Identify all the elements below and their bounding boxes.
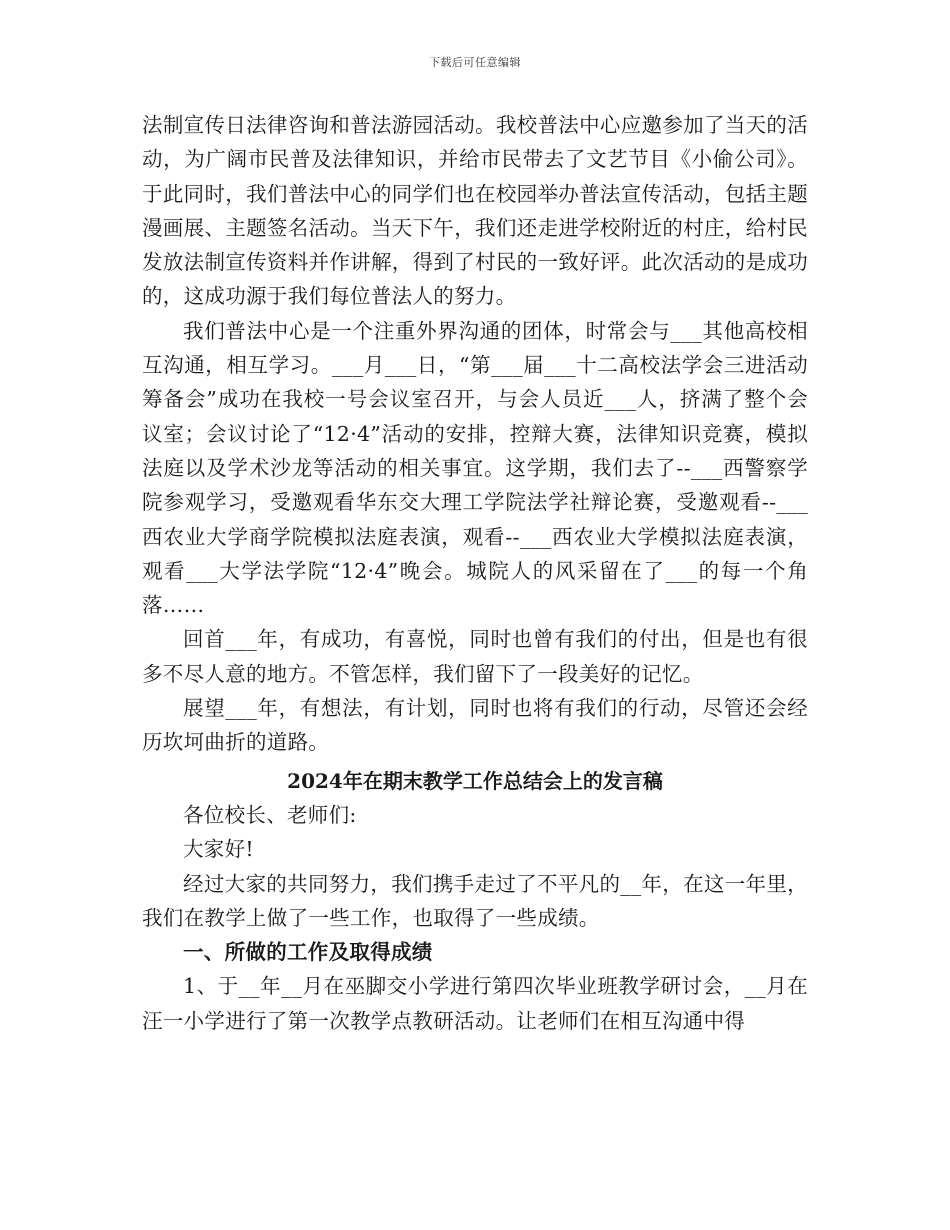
section-heading-1: 一、所做的工作及取得成绩 [183, 940, 433, 965]
document-title: 2024年在期末教学工作总结会上的发言稿 [287, 768, 663, 793]
paragraph-1: 法制宣传日法律咨询和普法游园活动。我校普法中心应邀参加了当天的活动，为广阔市民普及法律知识，并给市民带去了文艺节目《小偷公司》。于此同时，我们普法中心的同学们也在校园举办普法宣传活动，包括主题漫画展、主题签名活动。当天下午，我们还走进学校附近的村庄，给村民发放法制宣传资料并作讲解，得到了村民的一致好评。此次活动的是成功的，这成功源于我们每位普法人的努力。 [142, 113, 808, 309]
paragraph-6: 1、于__年__月在巫脚交小学进行第四次毕业班教学研讨会，__月在汪一小学进行了第一次教学点教研活动。让老师们在相互沟通中得 [142, 974, 808, 1033]
page-header: 下载后可任意编辑 [429, 56, 521, 69]
paragraph-2: 我们普法中心是一个注重外界沟通的团体，时常会与___其他高校相互沟通，相互学习。___月___日，“第___届___十二高校法学会三进活动筹备会”成功在我校一号会议室召开，与会人员近___人，挤满了整个会议室；会议讨论了“12·4”活动的安排，控辩大赛，法律知识竞赛，模拟法庭以及学术沙龙等活动的相关事宜。这学期，我们去了--___西警察学院参观学习，受邀观看华东交大理工学院法学社辩论赛，受邀观看--___西农业大学商学院模拟法庭表演，观看--___西农业大学模拟法庭表演，观看___大学法学院“12·4”晚会。城院人的风采留在了___的每一个角落…… [142, 318, 808, 618]
paragraph-3: 回首___年，有成功，有喜悦，同时也曾有我们的付出，但是也有很多不尽人意的地方。不管怎样，我们留下了一段美好的记忆。 [142, 627, 808, 686]
greeting: 大家好! [183, 837, 254, 862]
document-body [142, 108, 808, 1038]
salutation: 各位校长、老师们: [183, 802, 357, 827]
paragraph-4: 展望___年，有想法，有计划，同时也将有我们的行动，尽管还会经历坎坷曲折的道路。 [142, 696, 808, 755]
paragraph-5: 经过大家的共同努力，我们携手走过了不平凡的__年，在这一年里，我们在教学上做了一些工作，也取得了一些成绩。 [142, 871, 808, 930]
